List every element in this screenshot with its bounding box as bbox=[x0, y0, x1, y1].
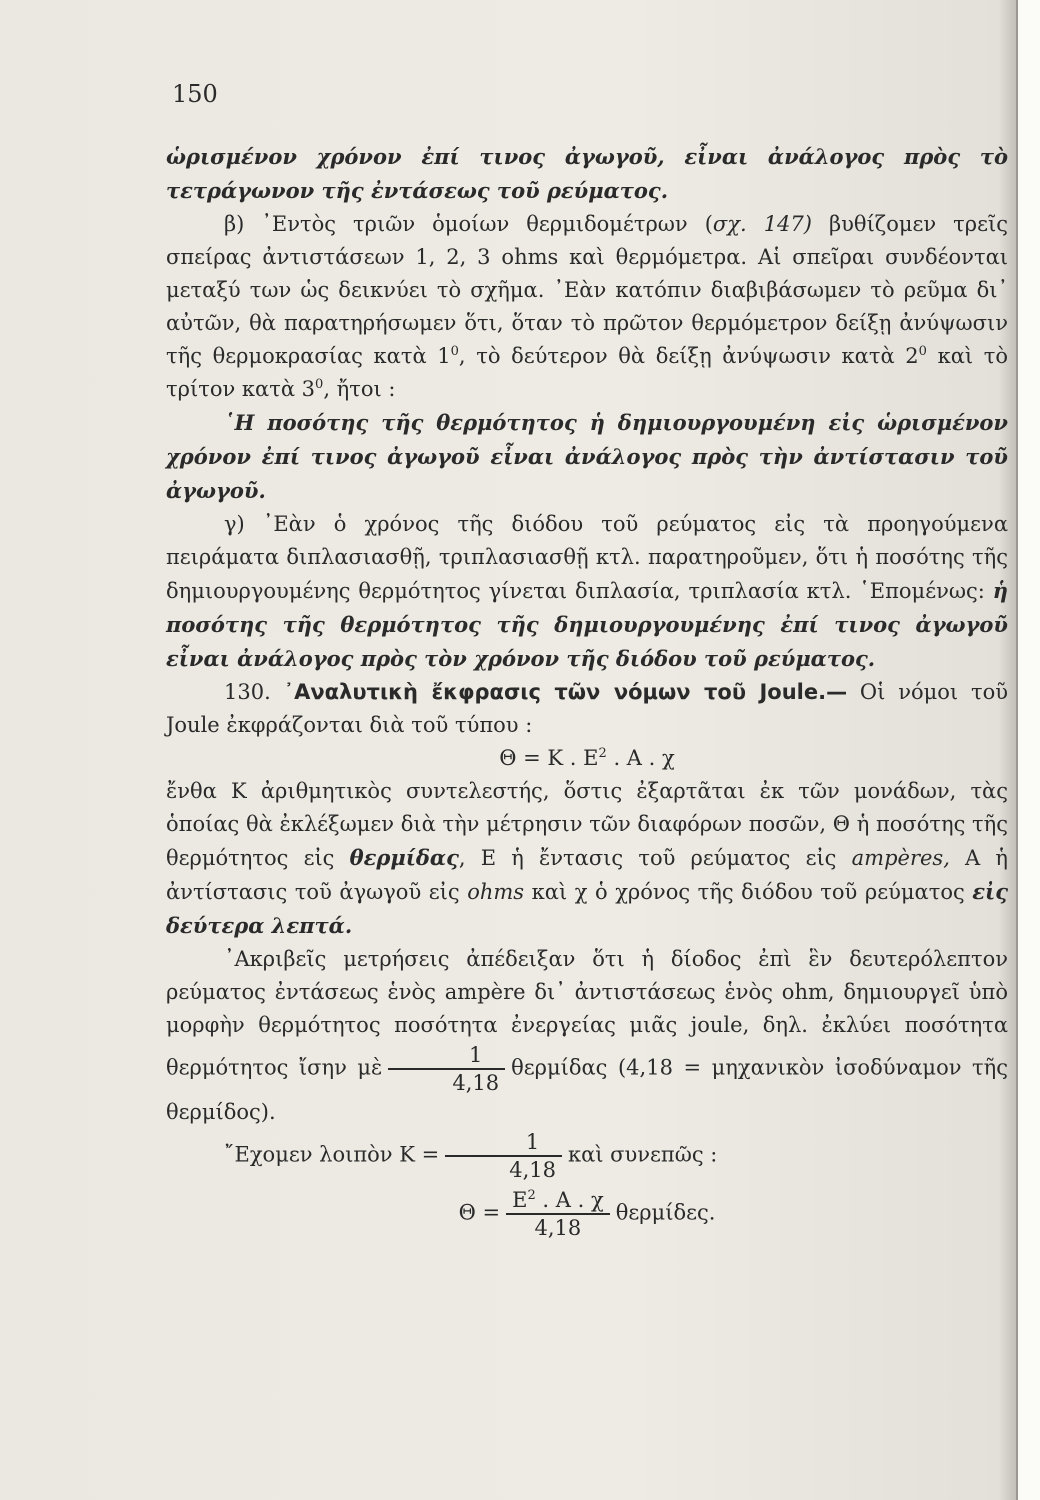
p2-text-3: , τὸ δεύτερον θὰ δείξῃ ἀνύψωσιν κατὰ 2 bbox=[458, 344, 919, 368]
fraction-one-over-4-18 bbox=[388, 1042, 505, 1096]
fraction-numerator: 1 bbox=[445, 1129, 562, 1157]
law-2-statement: ῾Η ποσότης τῆς θερμότητος ἡ δημιουργουμένη εἰς ὡρισμένον χρόνον ἐπί τινος ἀγωγοῦ εἶναι ἀνάλογος πρὸς τὴν ἀντίστασιν τοῦ ἀγωγοῦ. bbox=[166, 410, 1008, 503]
fraction-final bbox=[506, 1187, 610, 1241]
paragraph-1 bbox=[166, 140, 1008, 208]
p2-text-4: καὶ τὸ τρίτον κατὰ 3 bbox=[166, 344, 1008, 401]
formula-final-lhs: Θ = bbox=[458, 1200, 501, 1225]
formula-unit: θερμίδες. bbox=[615, 1200, 716, 1225]
paragraph-4 bbox=[166, 508, 1008, 676]
p4-text: γ) ᾿Εὰν ὁ χρόνος τῆς διόδου τοῦ ρεύματος εἰς τὰ προηγούμενα πειράματα διπλασιασθῇ, τριπλασιασθῇ κτλ. παρατηροῦμεν, ὅτι ἡ ποσότης τῆς δημιουργουμένης θερμότητος γίνεται διπλασία, τριπλασία κτλ. ῾Επομένως: bbox=[166, 512, 1008, 603]
paragraph-6 bbox=[166, 775, 1008, 943]
fraction-numerator bbox=[506, 1187, 610, 1215]
section-heading: ᾿Αναλυτικὴ ἔκφρασις τῶν νόμων τοῦ Joule.— bbox=[283, 680, 848, 704]
law-1-conclusion: ὡρισμένον χρόνον ἐπί τινος ἀγωγοῦ, εἶναι ἀνάλογος πρὸς τὸ τετράγωνον τῆς ἐντάσεως τοῦ ρεύματος. bbox=[166, 144, 1008, 203]
fraction-denominator: 4,18 bbox=[452, 1071, 500, 1095]
section-number: 130. bbox=[224, 680, 271, 704]
degree-sup: 0 bbox=[918, 344, 927, 359]
fraction-k bbox=[445, 1129, 562, 1183]
p2-text-2: βυθίζομεν τρεῖς σπείρας ἀντιστάσεων 1, 2, 3 ohms καὶ θερμόμετρα. Αἱ σπεῖραι συνδέονται μεταξύ των ὡς δεικνύει τὸ σχῆμα. ᾿Εὰν κατόπιν διαβιβάσωμεν τὸ ρεῦμα δι᾿ αὐτῶν, θὰ παρατηρήσωμεν ὅτι, ὅταν τὸ πρῶτον θερμόμετρον δείξῃ ἀνύψωσιν τῆς θερμοκρασίας κατὰ 1 bbox=[166, 212, 1009, 368]
formula-final bbox=[166, 1187, 1008, 1241]
p6-text-3: Α ἡ ἀντίστασις τοῦ ἀγωγοῦ εἰς bbox=[166, 846, 1008, 904]
num-e: Ε bbox=[512, 1188, 528, 1212]
p7-text-2: θερμίδας (4,18 = μηχανικὸν ἰσοδύναμον τῆς θερμίδος). bbox=[166, 1055, 1008, 1124]
p2-text-1: β) ᾿Εντὸς τριῶν ὁμοίων θερμιδομέτρων ( bbox=[224, 212, 713, 236]
page-number: 150 bbox=[172, 80, 218, 108]
term-amperes: ampères, bbox=[851, 846, 950, 870]
p6-text-1: ἔνθα Κ ἀριθμητικὸς συντελεστής, ὅστις ἐξαρτᾶται ἐκ τῶν μονάδων, τὰς ὁποίας θὰ ἐκλέξωμεν διὰ τὴν μέτρησιν τῶν διαφόρων ποσῶν, Θ ἡ ποσότης τῆς θερμότητος εἰς bbox=[166, 779, 1008, 870]
formula-joule bbox=[166, 742, 1008, 775]
formula-lhs: Θ = Κ . Ε bbox=[499, 746, 599, 770]
paragraph-3 bbox=[166, 406, 1008, 508]
formula-exponent: 2 bbox=[598, 746, 607, 761]
term-calories: θερμίδας bbox=[349, 845, 459, 870]
fraction-denominator: 4,18 bbox=[509, 1158, 556, 1182]
paragraph-7 bbox=[166, 943, 1008, 1129]
p6-text-4: καὶ χ ὁ χρόνος τῆς διόδου τοῦ ρεύματος bbox=[524, 880, 973, 904]
body-text bbox=[166, 140, 1008, 1241]
term-seconds: εἰς δεύτερα λεπτά. bbox=[166, 879, 1008, 938]
section-130 bbox=[166, 676, 1008, 742]
p8-text-2: καὶ συνεπῶς : bbox=[567, 1142, 718, 1167]
p7-text-1: ᾿Ακριβεῖς μετρήσεις ἀπέδειξαν ὅτι ἡ δίοδος ἐπὶ ἓν δευτερόλεπτον ρεύματος ἐντάσεως ἑνὸς ampère δι᾿ ἀντιστάσεως ἑνὸς ohm, δημιουργεῖ ὑπὸ μορφὴν θερμότητος ποσότητα ἐνεργείας μιᾶς joule, δηλ. ἐκλύει ποσότητα θερμότητος ἴσην μὲ bbox=[166, 947, 1008, 1080]
p6-text-2: , Ε ἡ ἔντασις τοῦ ρεύματος εἰς bbox=[458, 846, 852, 870]
num-rest: . Α . χ bbox=[542, 1188, 604, 1212]
page-edge bbox=[1016, 0, 1040, 1500]
degree-sup: 0 bbox=[450, 344, 459, 359]
num-exponent: 2 bbox=[527, 1188, 536, 1203]
paragraph-8 bbox=[166, 1129, 1008, 1183]
p8-text-1: ῎Εχομεν λοιπὸν Κ = bbox=[224, 1142, 440, 1167]
paragraph-2 bbox=[166, 208, 1008, 406]
figure-reference: σχ. 147) bbox=[712, 212, 812, 236]
term-ohms: ohms bbox=[467, 880, 525, 904]
formula-rhs: . Α . χ bbox=[606, 746, 675, 770]
fraction-numerator: 1 bbox=[388, 1042, 505, 1070]
law-3-statement: ἡ ποσότης τῆς θερμότητος τῆς δημιουργουμένης ἐπί τινος ἀγωγοῦ εἶναι ἀνάλογος πρὸς τὸν χρόνον τῆς διόδου τοῦ ρεύματος. bbox=[166, 578, 1008, 671]
degree-sup: 0 bbox=[315, 377, 324, 392]
fraction-denominator: 4,18 bbox=[534, 1216, 582, 1240]
p2-text-5: , ἤτοι : bbox=[323, 377, 396, 401]
section-intro: Οἱ νόμοι τοῦ Joule ἐκφράζονται διὰ τοῦ τύπου : bbox=[166, 680, 1008, 737]
